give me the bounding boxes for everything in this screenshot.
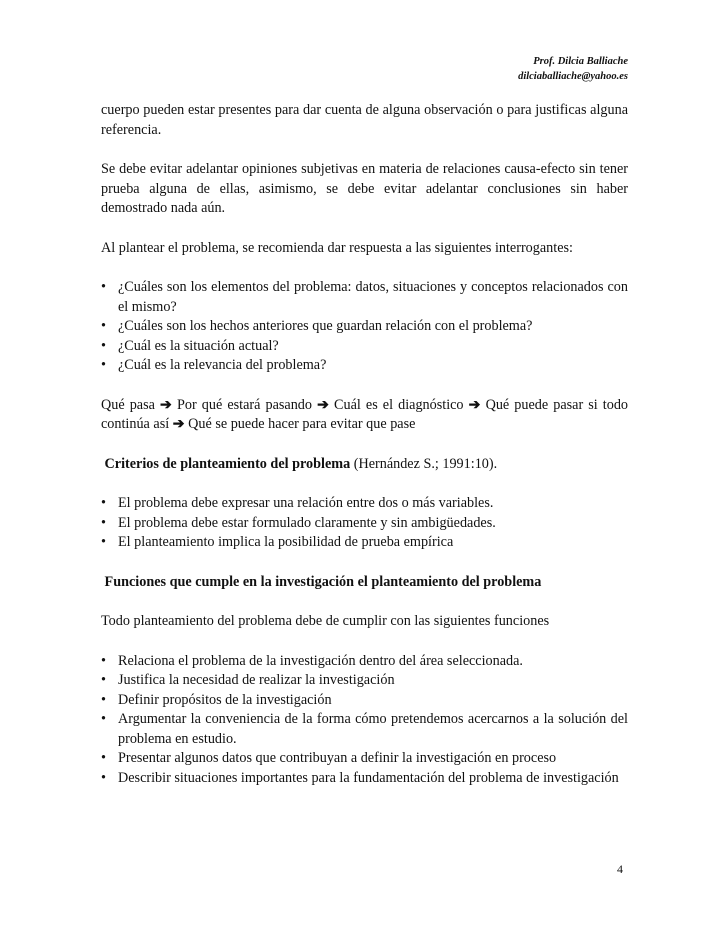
document-body [101, 101, 628, 808]
flow-step: Por qué estará pasando [176, 396, 312, 413]
functions-list [101, 652, 628, 789]
page-number: 4 [617, 862, 623, 876]
list-item: • ¿Cuáles son los hechos anteriores que guardan relación con el problema? [101, 317, 628, 337]
list-item: • ¿Cuál es la situación actual? [101, 337, 628, 357]
paragraph-continuation: cuerpo pueden estar presentes para dar cuenta de alguna observación o para justificas alguna referencia. [101, 102, 628, 138]
list-item: • Argumentar la conveniencia de la forma cómo pretendemos acercarnos a la solución del problema en estudio. [101, 710, 628, 749]
list-item: • El planteamiento implica la posibilidad de prueba empírica [101, 533, 628, 553]
functions-heading-title: Funciones que cumple en la investigación el planteamiento del problema [104, 573, 542, 590]
arrow-right-icon: ➔ [468, 396, 481, 413]
flow-step: Qué se puede hacer para evitar que pase [188, 416, 416, 432]
list-item: • Describir situaciones importantes para la fundamentación del problema de investigación [101, 769, 628, 789]
header-author: Prof. Dilcia Balliache [533, 56, 628, 67]
flow-step: Qué puede pasar si todo continúa así [101, 396, 629, 432]
arrow-right-icon: ➔ [317, 396, 329, 413]
functions-heading [101, 573, 628, 593]
diagnostic-flow [101, 396, 628, 435]
list-item: • Relaciona el problema de la investigación dentro del área seleccionada. [101, 652, 628, 672]
paragraph-questions-intro: Al plantear el problema, se recomienda dar respuesta a las siguientes interrogantes: [101, 239, 573, 256]
page-header [518, 54, 628, 84]
criteria-heading [101, 455, 628, 475]
list-item: • El problema debe estar formulado claramente y sin ambigüedades. [101, 514, 628, 534]
functions-intro: Todo planteamiento del problema debe de cumplir con las siguientes funciones [101, 613, 550, 629]
list-item: • El problema debe expresar una relación entre dos o más variables. [101, 494, 628, 514]
paragraph-avoid-opinions: Se debe evitar adelantar opiniones subjetivas en materia de relaciones causa-efecto sin tener prueba alguna de ellas, asimismo, se debe evitar adelantar conclusiones sin haber demostrado nada aún. [101, 161, 628, 216]
criteria-list [101, 494, 628, 553]
flow-step: Qué pasa [101, 396, 155, 413]
header-email: dilciaballiache@yahoo.es [518, 71, 628, 82]
list-item: • ¿Cuál es la relevancia del problema? [101, 356, 628, 376]
arrow-right-icon: ➔ [172, 416, 185, 432]
arrow-right-icon: ➔ [160, 396, 172, 413]
list-item: • ¿Cuáles son los elementos del problema: datos, situaciones y conceptos relacionados con el mismo? [101, 278, 628, 317]
criteria-heading-title: Criterios de planteamiento del problema [104, 455, 351, 472]
questions-list [101, 278, 628, 376]
list-item: • Presentar algunos datos que contribuyan a definir la investigación en proceso [101, 749, 628, 769]
flow-step: Cuál es el diagnóstico [334, 396, 464, 413]
list-item: • Justifica la necesidad de realizar la investigación [101, 671, 628, 691]
criteria-heading-citation: (Hernández S.; 1991:10). [353, 455, 498, 472]
list-item: • Definir propósitos de la investigación [101, 691, 628, 711]
